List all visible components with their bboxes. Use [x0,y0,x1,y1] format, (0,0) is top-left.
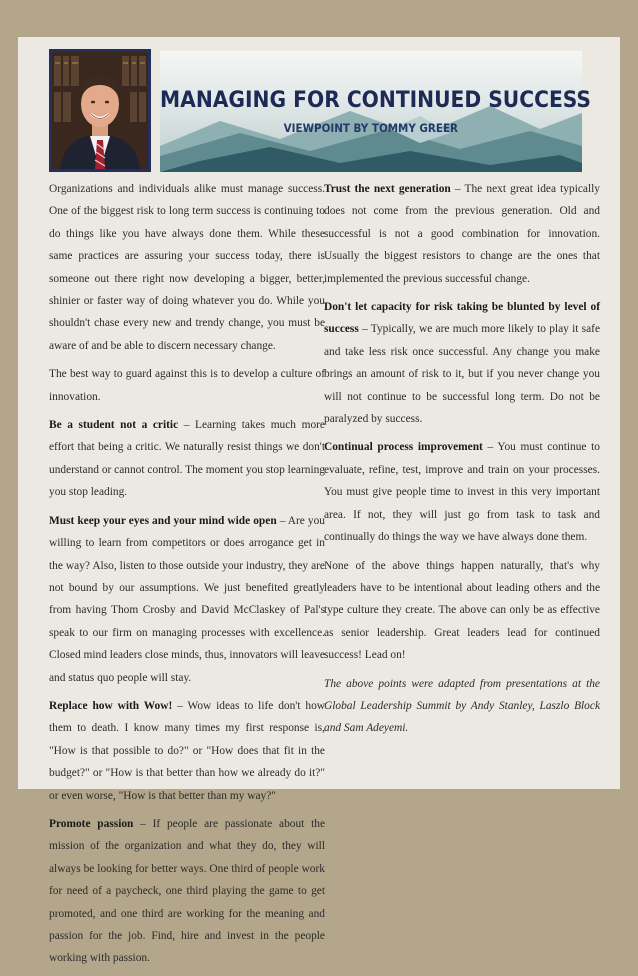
paragraph-heading: Trust the next generation [324,183,451,195]
article-page [18,37,620,965]
paragraph [324,178,600,290]
page-title: MANAGING FOR CONTINUED SUCCESS [160,87,591,113]
credit-note [324,673,600,740]
paragraph [324,296,600,430]
paragraph-body: – If people are passionate about the mission of the organization and what they do, they will always be looking for better ways. One third of people work for need of a paycheck, one third playing the game to get promoted, and one third are working for the meaning and passion for the job. Find, hire and invest in the people working with passion. [49,817,325,965]
paragraph-body: – You must continue to evaluate, refine, test, improve and train on your processes. You must give people time to invest in this very important area. If not, they will just go from task to task and continually do things the way we have always done them. [324,441,600,544]
paragraph [49,510,325,689]
paragraph: The best way to guard against this is to develop a culture of innovation. [49,368,325,403]
paragraph-body: – Are you willing to learn from competitors or does arrogance get in the way? Also, listen to those outside your industry, they are not bound by our assumptions. We just benefited greatly from having Thom Crosby and David McClaskey of Pal's speak to our firm on managing processes with excellence. Closed mind leaders close minds, thus, innovators will leave and status quo people will stay. [49,514,325,684]
paragraph [49,414,325,504]
paragraph-heading: Continual process improvement [324,441,483,454]
paragraph-body: – Wow ideas to life don't how them to death. I know many times my first response is, "How is that possible to do?" or "How does that fit in the budget?" or "How is that better than how we already do it?" or even worse, "How is that better than my way?" [49,699,325,802]
paragraph [324,436,600,548]
portrait-image [52,52,148,169]
paragraph: None of the above things happen naturally, that's why leaders have to be intentional about leading others and the type culture they create. The above can only be as effective as senior leadership. Great leaders lead for continued success! Lead on! [324,559,600,662]
credit-text: The above points were adapted from presentations at the Global Leadership Summit by Andy Stanley, Laszlo Block and Sam Adeyemi. [324,677,600,735]
author-photo [49,49,151,172]
paragraph-heading: Must keep your eyes and your mind wide open [49,514,277,527]
article-column-right [324,178,600,746]
paragraph-heading: Don't let capacity for risk taking be blunted by level of success [324,301,600,336]
paragraph-body: – The next great idea typically does not come from the previous generation. Old and successful is not a good combination for innovation. Usually the biggest resistors to change are the ones that implemented the previous successful change. [324,183,600,285]
paragraph-heading: Replace how with Wow! [49,699,173,712]
paragraph: Organizations and individuals alike must manage success. One of the biggest risk to long term success is continuing to do things like you have always done them. While these same practices are assuring your success today, there is someone out there right now developing a bigger, better, shinier or faster way of doing whatever you do. While you shouldn't chase every new and trendy change, you must be aware of and be able to discern necessary change. [49,183,325,352]
paragraph-heading: Promote passion [49,817,134,830]
title-banner [160,51,591,172]
paragraph-body: – Typically, we are much more likely to play it safe and take less risk once successful. Any change you make brings an amount of risk to it, but if you never change you will not continue to be successful long term. Do not be paralyzed by success. [324,323,600,426]
paragraph-body: – Learning takes much more effort that being a critic. We naturally resist things we don't understand or cannot control. The moment you stop learning you stop leading. [49,419,325,499]
byline: VIEWPOINT BY TOMMY GREER [283,121,458,135]
paragraph [49,813,325,970]
paragraph-heading: Be a student not a critic [49,419,179,432]
article-column-left [49,178,325,976]
paragraph [49,695,325,807]
